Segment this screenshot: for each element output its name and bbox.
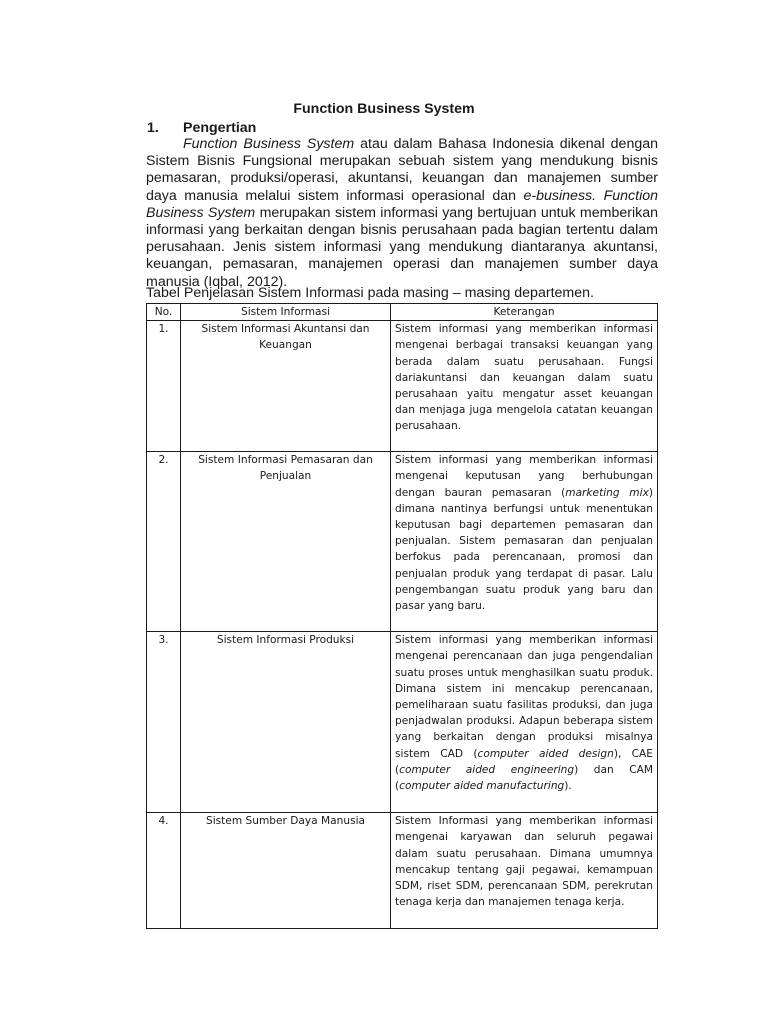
description-text: Sistem informasi yang memberikan informasi mengenai berbagai transaksi keuangan yang berada dalam suatu perusahaan. Fungsi dariakuntansi dan keuangan dalam suatu perusahaan yaitu mengatur asset keuangan dan menjaga juga mengelola catatan keuangan perusahaan. xyxy=(395,323,653,433)
table-caption: Tabel Penjelasan Sistem Informasi pada masing – masing departemen. xyxy=(146,285,594,301)
system-name: Sistem Sumber Daya Manusia xyxy=(181,813,391,929)
description-text: ). xyxy=(564,780,572,793)
description-term: computer aided engineering xyxy=(399,763,575,776)
table-row xyxy=(147,632,658,813)
description-text: ) dimana nantinya berfungsi untuk menentukan keputusan bagi departemen pemasaran dan penjualan. Sistem pemasaran dan penjualan berfokus pada perencanaan, promosi dan penjualan produk yang terdapat di pasar. Lalu pengembangan suatu produk yang baru dan pasar yang baru. xyxy=(395,486,653,613)
description-text: ), CAE ( xyxy=(395,747,653,776)
header-no: No. xyxy=(147,304,181,321)
table-header-row xyxy=(147,304,658,321)
system-description xyxy=(391,632,658,813)
term-function-business-system: Function Business System xyxy=(183,136,355,152)
section-heading xyxy=(147,120,256,136)
system-name: Sistem Informasi Pemasaran dan Penjualan xyxy=(181,452,391,632)
section-number: 1. xyxy=(147,120,159,136)
description-text: Sistem informasi yang memberikan informasi mengenai keputusan yang berhubungan dengan bauran pemasaran ( xyxy=(395,454,653,499)
document-title: Function Business System xyxy=(293,101,475,117)
term-e-business: e-business. Function Business System xyxy=(146,187,658,221)
row-number: 1. xyxy=(147,321,181,452)
info-table xyxy=(146,303,658,929)
header-system: Sistem Informasi xyxy=(181,304,391,321)
row-number: 4. xyxy=(147,813,181,929)
description-text: ) dan CAM ( xyxy=(395,763,653,793)
table-row xyxy=(147,452,658,632)
section-title: Pengertian xyxy=(183,120,257,136)
system-description xyxy=(391,452,658,632)
paragraph-text-1: atau dalam Bahasa Indonesia dikenal dengan Sistem Bisnis Fungsional merupakan sebuah sistem yang mendukung bisnis pemasaran, produksi/operasi, akuntansi, keuangan dan manajemen sumber daya manusia melalui sistem informasi operasional dan xyxy=(146,136,659,204)
description-term: computer aided manufacturing xyxy=(399,780,565,793)
description-term: computer aided design xyxy=(477,747,614,760)
table-row xyxy=(147,813,658,929)
description-term: marketing mix xyxy=(565,486,649,499)
system-description xyxy=(391,813,658,929)
header-description: Keterangan xyxy=(391,304,658,321)
body-paragraph xyxy=(146,136,658,291)
description-text: Sistem informasi yang memberikan informasi mengenai perencanaan dan juga pengendalian suatu proses untuk menghasilkan suatu produk. Dimana sistem ini mencakup perencanaan, pemeliharaan suatu fasilitas produksi, dan juga penjadwalan produksi. Adapun beberapa sistem yang berkaitan dengan produksi misalnya sistem CAD ( xyxy=(395,634,653,760)
system-name: Sistem Informasi Akuntansi dan Keuangan xyxy=(181,321,391,452)
system-name: Sistem Informasi Produksi xyxy=(181,632,391,813)
system-description xyxy=(391,321,658,452)
description-text: Sistem Informasi yang memberikan informasi mengenai karyawan dan seluruh pegawai dalam suatu perusahaan. Dimana umumnya mencakup tentang gaji pegawai, kemampuan SDM, riset SDM, perencanaan SDM, perekrutan tenaga kerja dan manajemen tenaga kerja. xyxy=(395,815,653,909)
table-row xyxy=(147,321,658,452)
paragraph-text-2: merupakan sistem informasi yang bertujuan untuk memberikan informasi yang berkaitan dengan bisnis perusahaan pada bagian tertentu dalam perusahaan. Jenis sistem informasi yang mendukung diantaranya akuntansi, keuangan, pemasaran, manajemen operasi dan manajemen sumber daya manusia (Iqbal, 2012). xyxy=(146,204,658,290)
row-number: 2. xyxy=(147,452,181,632)
row-number: 3. xyxy=(147,632,181,813)
